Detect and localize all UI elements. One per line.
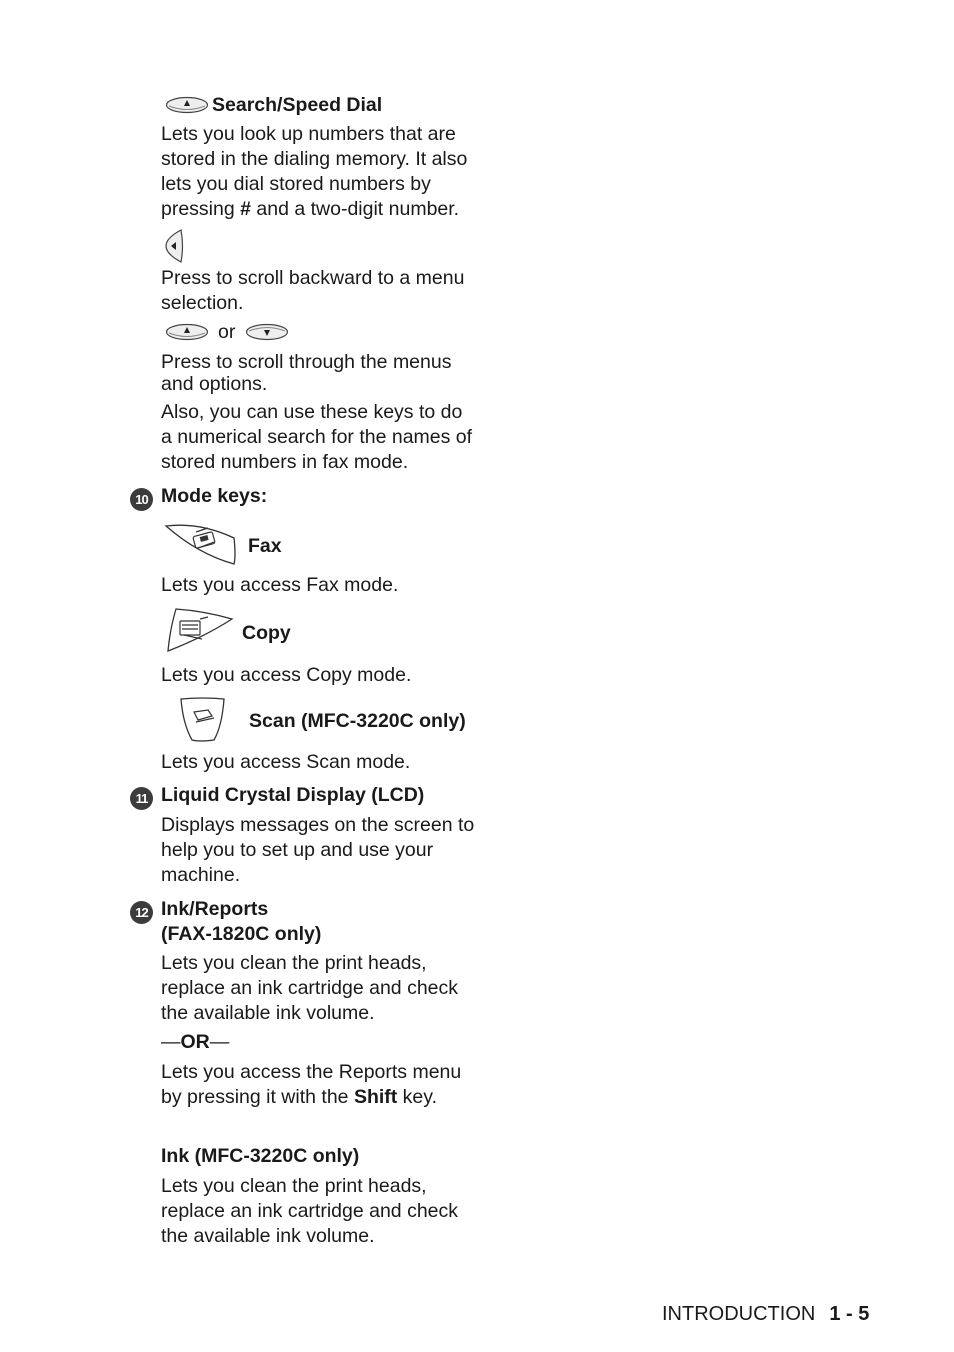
search-desc-line4 (161, 197, 459, 222)
reports-desc-line1: Lets you access the Reports menu (161, 1061, 462, 1083)
dash: — (209, 1031, 230, 1053)
ink-desc-line2: replace an ink cartridge and check (161, 977, 459, 999)
ink-mfc-desc-line2: replace an ink cartridge and check (161, 1200, 459, 1222)
down-arrow-key-icon (245, 323, 289, 341)
lcd-heading: Liquid Crystal Display (LCD) (161, 784, 425, 806)
ink-desc-line3: the available ink volume. (161, 1002, 375, 1024)
lcd-desc-line2: help you to set up and use your (161, 839, 434, 861)
lcd-desc-line3: machine. (161, 864, 241, 886)
dash: — (161, 1031, 181, 1053)
text-pre: by pressing it with the (161, 1086, 354, 1108)
item-number-12: 12 (130, 901, 153, 924)
up-arrow-key-icon (165, 323, 209, 341)
fax-label: Fax (248, 535, 282, 557)
page-footer (662, 1301, 869, 1327)
text-pre: pressing (161, 198, 241, 220)
lcd-desc-line1: Displays messages on the screen to (161, 814, 475, 836)
fax-desc: Lets you access Fax mode. (161, 574, 399, 596)
scan-desc: Lets you access Scan mode. (161, 751, 411, 773)
mode-keys-heading: Mode keys: (161, 485, 268, 507)
item-number-10: 10 (130, 488, 153, 511)
hash-key-text: # (240, 198, 251, 220)
footer-section: INTRODUCTION (662, 1303, 816, 1325)
back-desc-line2: selection. (161, 292, 244, 314)
text-post: and a two-digit number. (250, 198, 460, 220)
copy-desc: Lets you access Copy mode. (161, 664, 412, 686)
item-number-11: 11 (130, 787, 153, 810)
copy-label: Copy (242, 622, 291, 644)
ink-mfc-desc-line3: the available ink volume. (161, 1225, 375, 1247)
search-speed-dial-heading: Search/Speed Dial (212, 94, 383, 116)
fax-key-icon (164, 520, 238, 568)
updown-desc-line4: a numerical search for the names of (161, 426, 473, 448)
up-arrow-key-icon (165, 96, 209, 114)
text-post: key. (397, 1086, 437, 1108)
left-arrow-key-icon (163, 228, 185, 264)
updown-desc-line5: stored numbers in fax mode. (161, 451, 409, 473)
back-desc-line1: Press to scroll backward to a menu (161, 267, 465, 289)
shift-key-text: Shift (353, 1086, 398, 1108)
or-separator (161, 1030, 229, 1055)
updown-desc-line1: Press to scroll through the menus (161, 351, 452, 373)
search-desc-line3: lets you dial stored numbers by (161, 173, 431, 195)
ink-mfc-desc-line1: Lets you clean the print heads, (161, 1175, 427, 1197)
page-number: 1 - 5 (829, 1303, 870, 1325)
updown-desc-line2: and options. (161, 373, 268, 395)
scan-label: Scan (MFC-3220C only) (249, 710, 466, 732)
scan-key-icon (178, 696, 228, 744)
search-desc-line1: Lets you look up numbers that are (161, 123, 456, 145)
or-text: or (218, 321, 236, 343)
ink-reports-subheading: (FAX-1820C only) (161, 923, 322, 945)
or-bold-text: OR (180, 1031, 210, 1053)
search-desc-line2: stored in the dialing memory. It also (161, 148, 468, 170)
copy-key-icon (164, 607, 236, 655)
ink-reports-heading: Ink/Reports (161, 898, 269, 920)
updown-desc-line3: Also, you can use these keys to do (161, 401, 463, 423)
ink-mfc-heading: Ink (MFC-3220C only) (161, 1145, 360, 1167)
reports-desc-line2 (161, 1085, 437, 1110)
ink-desc-line1: Lets you clean the print heads, (161, 952, 427, 974)
